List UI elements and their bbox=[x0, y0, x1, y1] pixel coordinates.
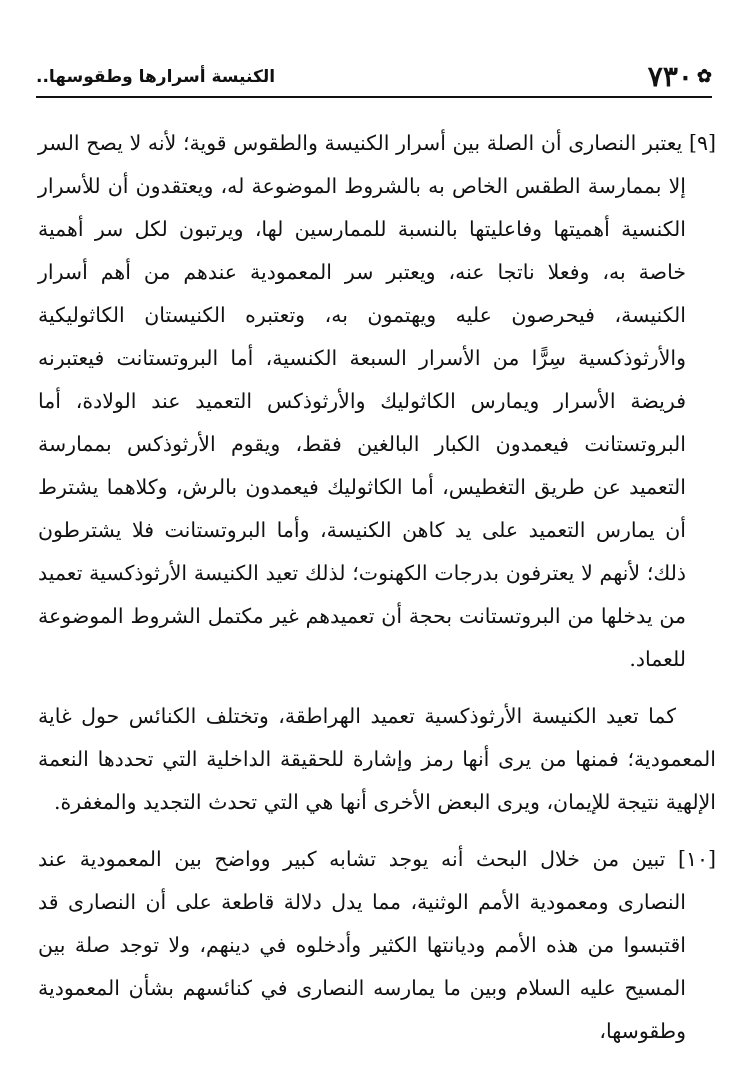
body-text bbox=[38, 122, 716, 1053]
running-title: الكنيسة أسرارها وطقوسها.. bbox=[36, 67, 276, 87]
page-number-text: ٧٣٠ bbox=[647, 60, 693, 93]
header-divider bbox=[36, 96, 712, 98]
page-number bbox=[648, 60, 712, 94]
page-header bbox=[36, 60, 712, 98]
ornament-icon: ✿ bbox=[696, 66, 712, 87]
paragraph-point-9: [٩] يعتبر النصارى أن الصلة بين أسرار الكنيسة والطقوس قوية؛ لأنه لا يصح السر إلا بممارسة الطقس الخاص به بالشروط الموضوعة له، ويعتقدون أن للأسرار الكنسية أهميتها وفاعليتها بالنسبة للممارسين لها، ويرتبون لكل سر أهمية خاصة به، وفعلا ناتجا عنه، ويعتبر سر المعمودية عندهم من أهم أسرار الكنيسة، فيحرصون عليه ويهتمون به، وتعتبره الكنيستان الكاثوليكية والأرثوذكسية سِرًّا من الأسرار السبعة الكنسية، أما البروتستانت فيعتبرنه فريضة الأسرار ويمارس الكاثوليك والأرثوذكس التعميد عند الولادة، أما البروتستانت فيعمدون الكبار البالغين فقط، ويقوم الأرثوذكس بممارسة التعميد عن طريق التغطيس، أما الكاثوليك فيعمدون بالرش، وكلاهما يشترط أن يمارس التعميد على يد كاهن الكنيسة، وأما البروتستانت فلا يشترطون ذلك؛ لأنهم لا يعترفون بدرجات الكهنوت؛ لذلك تعيد الكنيسة الأرثوذكسية تعميد من يدخلها من البروتستانت بحجة أن تعميدهم غير مكتمل الشروط الموضوعة للعماد. bbox=[38, 131, 716, 671]
paragraph-baptism-purpose: كما تعيد الكنيسة الأرثوذكسية تعميد الهراطقة، وتختلف الكنائس حول غاية المعمودية؛ فمنها من يرى أنها رمز وإشارة للحقيقة الداخلية التي تحددها النعمة الإلهية نتيجة للإيمان، ويرى البعض الأخرى أنها هي التي تحدث التجديد والمغفرة. bbox=[38, 704, 716, 814]
paragraph-point-10: [١٠] تبين من خلال البحث أنه يوجد تشابه كبير وواضح بين المعمودية عند النصارى ومعمودية الأمم الوثنية، مما يدل دلالة قاطعة على أن النصارى قد اقتبسوا من هذه الأمم وديانتها الكثير وأدخلوه في دينهم، ولا توجد صلة بين المسيح عليه السلام وبين ما يمارسه النصارى في كنائسهم بشأن المعمودية وطقوسها، bbox=[38, 847, 716, 1043]
